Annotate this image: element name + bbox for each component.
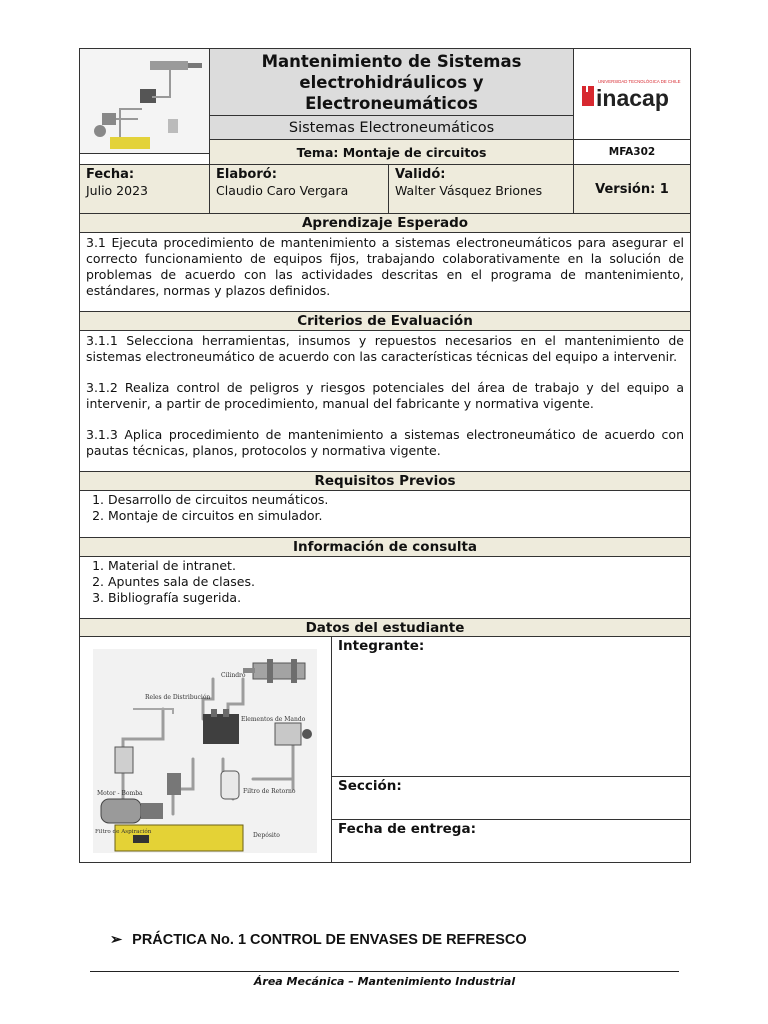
footer-text: Área Mecánica – Mantenimiento Industrial: [253, 974, 516, 988]
footer-rule: [90, 971, 679, 972]
logo-word: inacap: [596, 85, 669, 111]
label-cilindro: Cilindro: [221, 672, 246, 679]
elaboro-value: Claudio Caro Vergara: [216, 183, 349, 198]
tema-cell: Tema: Montaje de circuitos: [209, 139, 574, 165]
elaboro-cell: [209, 164, 389, 214]
criterios-body: [79, 330, 691, 472]
list-item: 2. Montaje de circuitos en simulador.: [108, 508, 684, 524]
criterios-heading: Criterios de Evaluación: [79, 311, 691, 331]
label-filtro-retorno: Filtro de Retorno: [243, 788, 296, 795]
integrante-cell[interactable]: [331, 636, 691, 777]
consulta-list: [86, 558, 684, 606]
list-item: 3. Bibliografía sugerida.: [108, 590, 684, 606]
header-image-cell: [79, 48, 210, 154]
requisitos-heading: Requisitos Previos: [79, 471, 691, 491]
logo-small-text: UNIVERSIDAD TECNOLÓGICA DE CHILE: [598, 79, 681, 84]
arrow-bullet-icon: ➢: [110, 932, 123, 948]
elaboro-label: Elaboró:: [216, 167, 277, 182]
label-deposito: Depósito: [253, 832, 280, 839]
fecha-entrega-cell[interactable]: [331, 819, 691, 863]
list-item: 2. Apuntes sala de clases.: [108, 574, 684, 590]
requisitos-body: [79, 490, 691, 538]
criterio-item: 3.1.3 Aplica procedimiento de mantenimiento a sistemas electroneumático de acuerdo con pautas técnicas, planos, protocolos y normativa vigente.: [86, 427, 684, 458]
label-motor: Motor - Bomba: [97, 790, 143, 797]
consulta-body: [79, 556, 691, 619]
practice-title: PRÁCTICA No. 1 CONTROL DE ENVASES DE REFRESCO: [132, 932, 527, 948]
aprendizaje-text: 3.1 Ejecuta procedimiento de mantenimiento a sistemas electroneumáticos para asegurar el correcto funcionamiento de equipos fijos, trabajando colaborativamente en la solución de problemas de acuerdo con las actividades descritas en el programa de mantenimiento, estándares, normas y plazos definidos.: [86, 235, 684, 298]
criterio-item: 3.1.1 Selecciona herramientas, insumos y repuestos necesarios en el mantenimiento de sistemas electroneumático de acuerdo con las características técnicas del equipo a intervenir.: [86, 333, 684, 364]
label-elementos: Elementos de Mando: [241, 716, 306, 723]
hydraulic-system-diagram: [93, 649, 317, 853]
seccion-label: Sección:: [338, 778, 402, 794]
fecha-cell: [79, 164, 210, 214]
valido-value: Walter Vásquez Briones: [395, 183, 543, 198]
inacap-logo: [580, 74, 684, 114]
consulta-heading: Información de consulta: [79, 537, 691, 557]
fecha-value: Julio 2023: [86, 183, 148, 198]
list-item: 1. Material de intranet.: [108, 558, 684, 574]
requisitos-list: [86, 492, 684, 524]
logo-cell: [573, 48, 691, 140]
estudiante-image-cell: [79, 636, 332, 863]
fecha-label: Fecha:: [86, 167, 135, 182]
valido-cell: [388, 164, 574, 214]
label-filtro-aspiracion: Filtro de Aspiración: [95, 829, 152, 835]
fecha-entrega-label: Fecha de entrega:: [338, 821, 476, 837]
aprendizaje-heading: Aprendizaje Esperado: [79, 213, 691, 233]
integrante-label: Integrante:: [338, 638, 425, 654]
version-cell: Versión: 1: [573, 164, 691, 214]
criterio-item: 3.1.2 Realiza control de peligros y riesgos potenciales del área de trabajo y del equipo a intervenir, a partir de procedimiento, manual del fabricante y normativa vigente.: [86, 380, 684, 411]
estudiante-heading: Datos del estudiante: [79, 618, 691, 637]
label-reles: Reles de Distribución: [145, 694, 211, 701]
course-subtitle: Sistemas Electroneumáticos: [209, 115, 574, 140]
aprendizaje-body: [79, 232, 691, 312]
hydraulic-diagram-thumbnail: [80, 49, 209, 153]
seccion-cell[interactable]: [331, 776, 691, 820]
valido-label: Validó:: [395, 167, 446, 182]
document-title: Mantenimiento de Sistemas electrohidráulicos y Electroneumáticos: [209, 48, 574, 116]
practice-heading: [110, 932, 670, 952]
list-item: 1. Desarrollo de circuitos neumáticos.: [108, 492, 684, 508]
code-cell: MFA302: [573, 139, 691, 165]
